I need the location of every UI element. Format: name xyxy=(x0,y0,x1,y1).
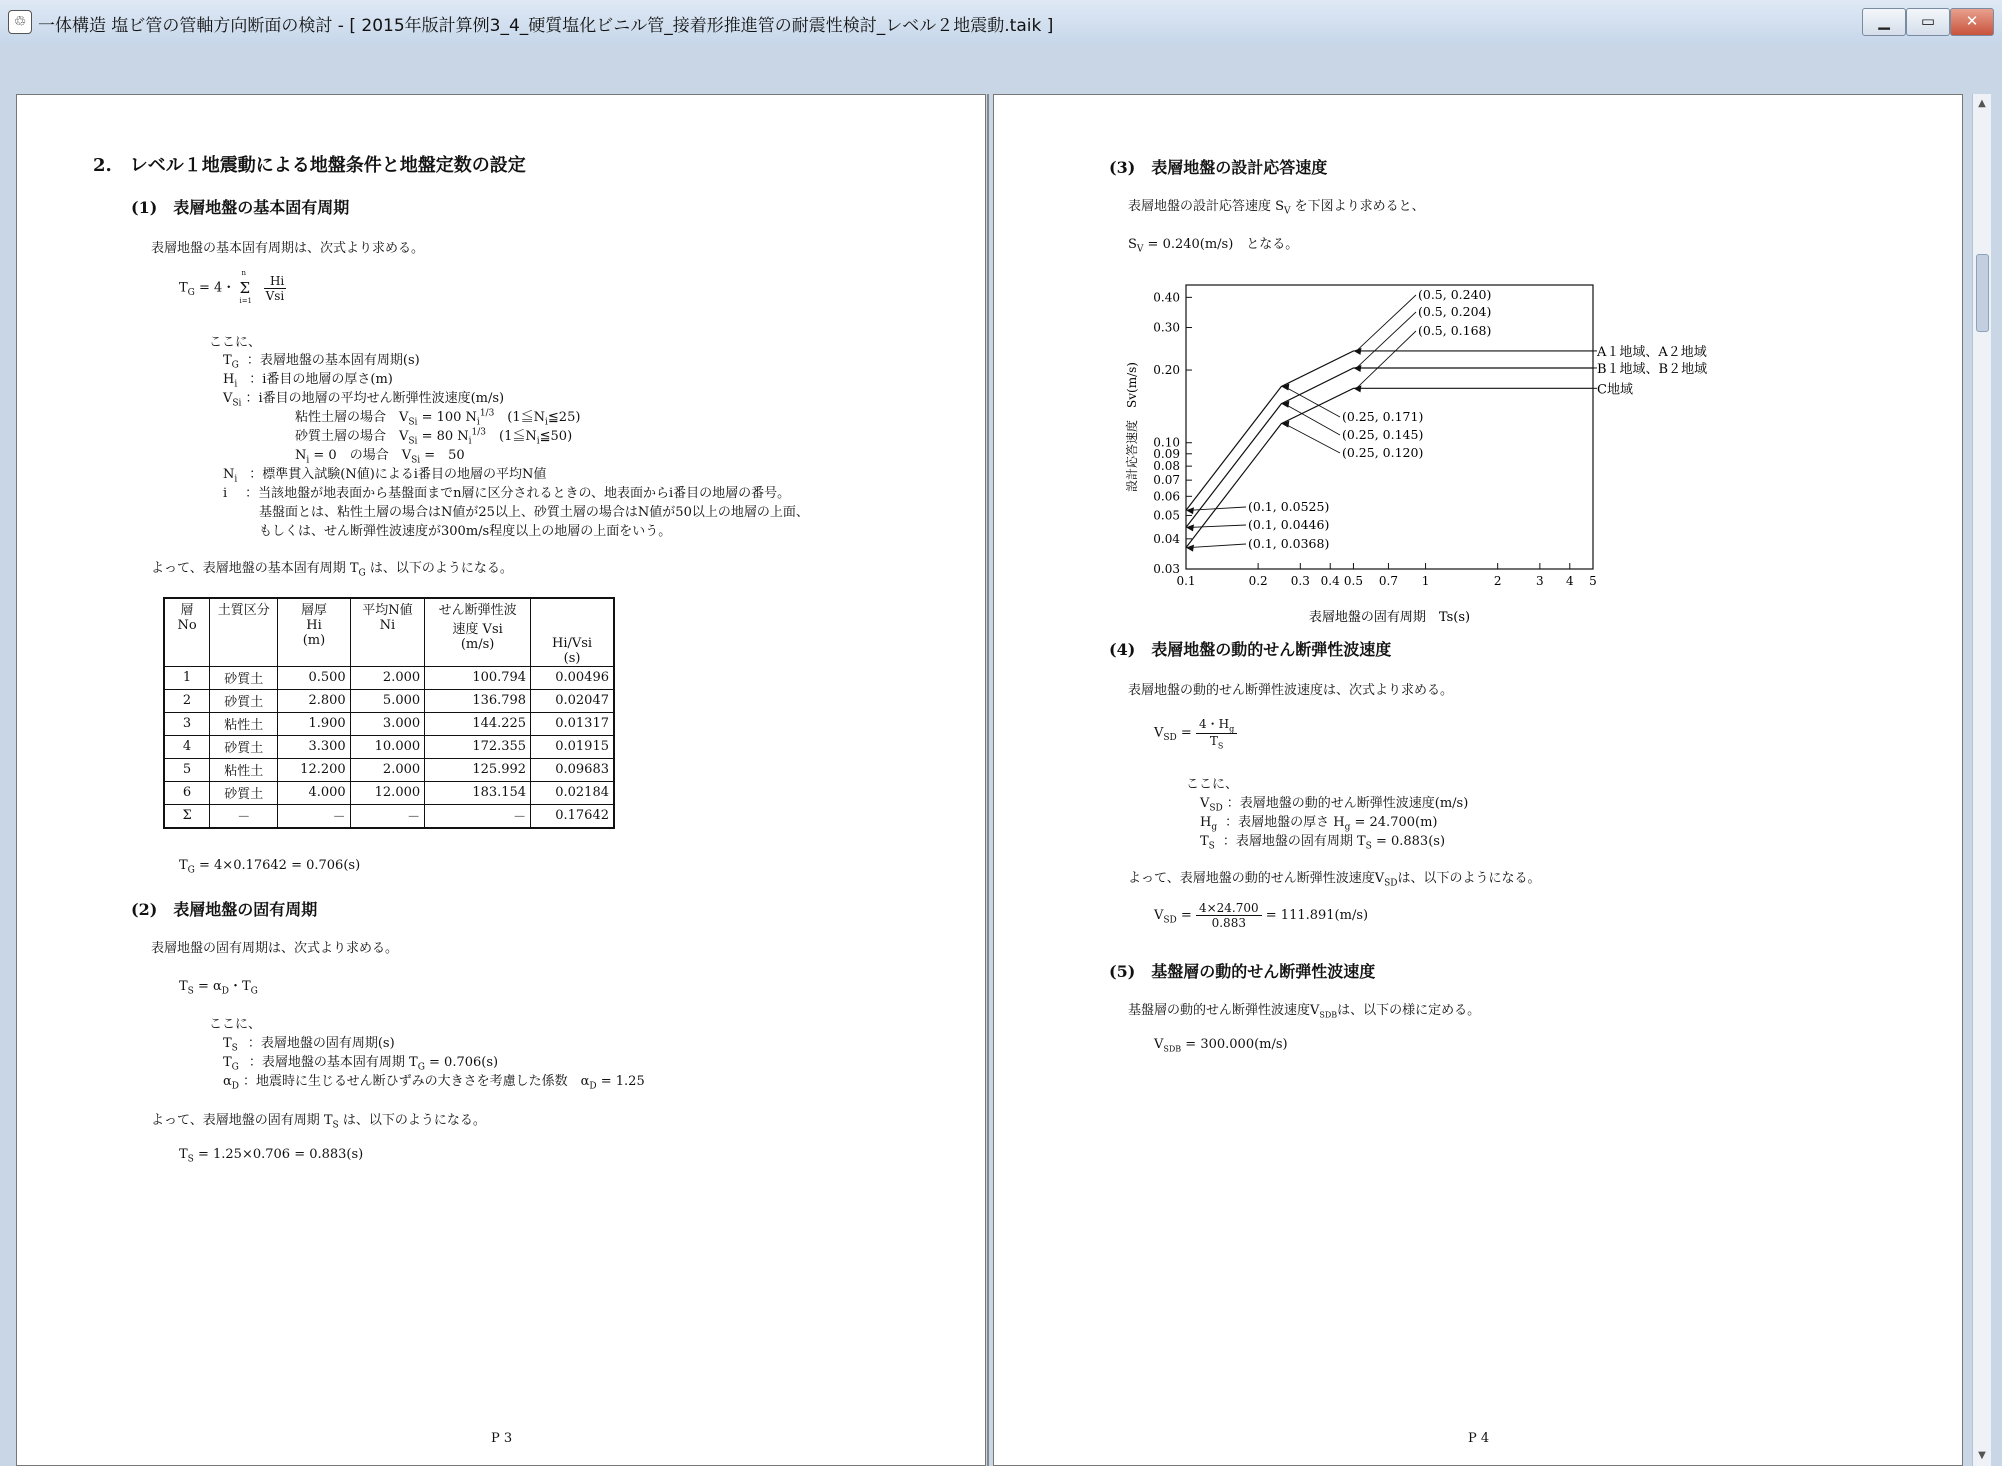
text: 速度 Vsi xyxy=(452,622,503,637)
subscript: V xyxy=(1136,244,1144,255)
arrow-head xyxy=(1353,365,1361,372)
fraction-denominator: 0.883 xyxy=(1211,916,1246,930)
x-tick-label: 0.1 xyxy=(1176,574,1196,588)
sigma-glyph: Σ xyxy=(239,279,251,297)
table-cell-no: 2 xyxy=(164,689,210,712)
text: ≦50) xyxy=(539,429,573,444)
subscript: SD xyxy=(1163,732,1177,743)
table-cell-n: 3.000 xyxy=(350,712,424,735)
superscript: 1/3 xyxy=(479,408,495,419)
text: = 4×0.17642 = 0.706(s) xyxy=(194,858,361,873)
text: = 0.883(s) xyxy=(1371,834,1446,849)
table-cell-h: － xyxy=(278,804,350,828)
text: (1≦N xyxy=(486,429,537,444)
text: = 111.891(m/s) xyxy=(1261,908,1369,923)
section-heading: 2. レベル１地震動による地盤条件と地盤定数の設定 xyxy=(93,155,526,176)
def-symbol: T xyxy=(223,353,232,368)
document-viewer xyxy=(0,44,2002,1461)
fraction-numerator xyxy=(1196,715,1237,734)
text: = 300.000(m/s) xyxy=(1181,1037,1288,1052)
subsection-title: (3) 表層地盤の設計応答速度 xyxy=(1109,158,1328,177)
text: = 24.700(m) xyxy=(1350,815,1438,830)
subscript: SDB xyxy=(1319,1010,1338,1020)
definition-i-line2: 基盤面とは、粘性土層の場合はN値が25以上、砂質土層の場合はN値が50以上の地層の上面、 xyxy=(259,505,809,520)
definition-i xyxy=(223,482,790,501)
paragraph xyxy=(151,1109,486,1131)
vsd-result: $V_{SD}$ = $\frac{4\times 24.700}{0.883}$ = 111.891(m/s) xyxy=(1154,901,1369,930)
text: ≦25) xyxy=(547,410,581,425)
text: T xyxy=(179,1147,188,1162)
tg-result xyxy=(179,858,360,876)
table-cell-v: 144.225 xyxy=(425,712,531,735)
paragraph xyxy=(1128,999,1480,1020)
here-label: ここに、 xyxy=(209,1017,262,1032)
subscript: S xyxy=(1208,841,1215,852)
subsection-title: (1) 表層地盤の基本固有周期 xyxy=(131,198,350,217)
text: α xyxy=(223,1074,232,1089)
text: 層 xyxy=(180,603,194,618)
arrow-head xyxy=(1353,348,1361,355)
annotation-arrow xyxy=(1284,424,1340,453)
text: T xyxy=(179,858,188,873)
text: よって、表層地盤の動的せん断弾性波速度V xyxy=(1128,871,1385,886)
text: N xyxy=(295,448,307,463)
x-tick-label: 0.7 xyxy=(1378,574,1398,588)
x-tick-label: 1 xyxy=(1421,574,1430,588)
y-tick-label: 0.09 xyxy=(1153,446,1180,461)
table-cell-n: 2.000 xyxy=(350,758,424,781)
text: T xyxy=(179,979,188,994)
table-cell-soil: － xyxy=(210,804,278,828)
soil-layer-table xyxy=(163,597,615,829)
table-row xyxy=(164,712,614,735)
table-cell-hv: 0.02047 xyxy=(531,689,614,712)
y-tick-label: 0.08 xyxy=(1153,459,1180,474)
table-cell-soil: 砂質土 xyxy=(210,689,278,712)
text: 平均N値 xyxy=(362,603,413,618)
fraction-numerator: 4×24.700 xyxy=(1196,901,1262,916)
table-cell-hv: 0.00496 xyxy=(531,666,614,689)
subscript: S xyxy=(1217,741,1224,751)
subscript: i xyxy=(545,417,548,428)
y-tick-label: 0.20 xyxy=(1153,363,1180,378)
subscript: i xyxy=(476,417,480,428)
table-cell-hv: 0.02184 xyxy=(531,781,614,804)
ts-result xyxy=(179,1147,363,1165)
y-tick-label: 0.07 xyxy=(1153,473,1180,488)
subscript: Si xyxy=(411,455,421,466)
x-tick-label: 0.4 xyxy=(1320,574,1340,588)
subscript: g xyxy=(1344,822,1351,833)
formula-symbol: T xyxy=(179,280,188,296)
text: = 1.25×0.706 = 0.883(s) xyxy=(193,1147,364,1162)
subscript: V xyxy=(1284,206,1291,217)
subscript: i xyxy=(306,455,310,466)
table-row xyxy=(164,804,614,828)
text: T xyxy=(223,1036,232,1051)
table-cell-v: 136.798 xyxy=(425,689,531,712)
x-tick-label: 4 xyxy=(1565,574,1574,588)
series-label: A１地域、A２地域 xyxy=(1597,344,1707,360)
text: は、以下のようになる。 xyxy=(338,1113,486,1128)
paragraph xyxy=(1128,195,1425,217)
def-text: ：標準貫入試験(N値)によるi番目の地層の平均N値 xyxy=(249,467,547,482)
fraction-denominator xyxy=(1196,734,1237,750)
arrow-head xyxy=(1353,385,1361,392)
text: = 0 の場合 V xyxy=(309,448,412,463)
fraction xyxy=(264,274,287,303)
col-header-ratio xyxy=(531,598,614,666)
subscript: D xyxy=(221,986,229,997)
close-button[interactable]: ✕ xyxy=(1950,8,1994,36)
paragraph xyxy=(151,557,513,579)
subscript: G xyxy=(358,568,366,579)
page-3 xyxy=(16,94,986,1466)
text: は、以下の様に定める。 xyxy=(1337,1003,1481,1018)
sigma-symbol xyxy=(239,269,253,305)
text: H xyxy=(1200,815,1212,830)
y-tick-label: 0.10 xyxy=(1153,435,1180,450)
table-cell-soil: 砂質土 xyxy=(210,666,278,689)
definition-ts xyxy=(1200,830,1445,852)
def-subscript: Si xyxy=(232,398,242,409)
annotation-arrow xyxy=(1189,525,1246,527)
table-cell-soil: 砂質土 xyxy=(210,781,278,804)
text: = 1.25 xyxy=(596,1074,645,1089)
y-tick-label: 0.06 xyxy=(1153,489,1180,504)
col-header-no xyxy=(164,598,210,666)
table-cell-v: 172.355 xyxy=(425,735,531,758)
table-cell-n: 10.000 xyxy=(350,735,424,758)
vsdb-value xyxy=(1154,1037,1288,1054)
sigma-upper: n xyxy=(241,269,246,277)
def-symbol: V xyxy=(223,391,233,406)
text: = 80 N xyxy=(417,429,469,444)
table-cell-v: 100.794 xyxy=(425,666,531,689)
subscript: D xyxy=(589,1081,597,1092)
sv-result xyxy=(1128,233,1298,255)
text: は、以下のようになる。 xyxy=(365,561,513,576)
page-number: P 3 xyxy=(491,1431,513,1446)
subscript: i xyxy=(468,436,472,447)
subsection-title: (2) 表層地盤の固有周期 xyxy=(131,900,318,919)
text: V xyxy=(1154,1037,1164,1052)
text: = 100 N xyxy=(417,410,477,425)
table-cell-no: 6 xyxy=(164,781,210,804)
subscript: S xyxy=(187,986,194,997)
table-cell-n: 12.000 xyxy=(350,781,424,804)
fraction xyxy=(1196,901,1262,930)
text: 表層地盤の設計応答速度 S xyxy=(1128,199,1285,214)
table-cell-n: 5.000 xyxy=(350,689,424,712)
formula-ts xyxy=(179,975,258,997)
subscript: SDB xyxy=(1163,1044,1182,1054)
text: 層厚 xyxy=(300,603,327,618)
text: = 50 xyxy=(420,448,465,463)
text: V xyxy=(1154,908,1164,923)
y-tick-label: 0.04 xyxy=(1153,531,1180,546)
text: (m/s) xyxy=(460,637,495,652)
y-tick-label: 0.40 xyxy=(1153,290,1180,305)
annotation-arrow xyxy=(1356,295,1416,351)
text: ：表層地盤の動的せん断弾性波速度(m/s) xyxy=(1226,796,1469,811)
text: 土質区分 xyxy=(217,603,270,618)
table-cell-n: 2.000 xyxy=(350,666,424,689)
y-axis-label: 設計応答速度 Sv(m/s) xyxy=(1125,362,1139,492)
table-header-row xyxy=(164,598,614,666)
table-cell-hv: 0.01317 xyxy=(531,712,614,735)
fraction xyxy=(1196,715,1237,751)
x-tick-label: 5 xyxy=(1589,574,1597,588)
paragraph: 表層地盤の動的せん断弾性波速度は、次式より求める。 xyxy=(1128,683,1454,698)
text: よって、表層地盤の固有周期 T xyxy=(151,1113,333,1128)
table-cell-h: 2.800 xyxy=(278,689,350,712)
table-row xyxy=(164,758,614,781)
page-divider xyxy=(987,94,989,1466)
annotation-label: (0.1, 0.0525) xyxy=(1248,499,1330,514)
annotation-label: (0.25, 0.120) xyxy=(1342,445,1424,460)
text: ：表層地盤の基本固有周期 T xyxy=(248,1055,418,1070)
y-tick-label: 0.30 xyxy=(1153,320,1180,335)
def-subscript: i xyxy=(234,379,238,390)
definition-i-line3: もしくは、せん断弾性波速度が300m/s程度以上の地層の上面をいう。 xyxy=(259,524,672,539)
scroll-thumb[interactable] xyxy=(1976,254,1989,332)
formula-vsd: $V_{SD}$ = $\frac{4・H_g}{T_S}$ xyxy=(1154,715,1237,751)
def-subscript: G xyxy=(231,360,239,371)
def-text: ：当該地盤が地表面から基盤面までn層に区分されるときの、地表面からi番目の地層の番号。 xyxy=(245,486,791,501)
x-tick-label: 2 xyxy=(1493,574,1502,588)
subscript: G xyxy=(231,1062,239,1073)
page-4 xyxy=(993,94,1963,1466)
subscript: G xyxy=(187,865,195,876)
vertical-scrollbar[interactable] xyxy=(1972,94,1991,1466)
table-cell-hv: 0.17642 xyxy=(531,804,614,828)
definition-alpha xyxy=(223,1070,645,1092)
text: = α xyxy=(193,979,222,994)
annotation-arrow xyxy=(1189,544,1246,548)
superscript: 1/3 xyxy=(471,427,487,438)
col-header-soil xyxy=(210,598,278,666)
text: S xyxy=(1128,237,1137,252)
text: ：表層地盤の厚さ H xyxy=(1225,815,1345,830)
subscript: SD xyxy=(1163,915,1177,926)
text: ：表層地盤の固有周期 T xyxy=(1222,834,1366,849)
subscript: D xyxy=(231,1081,239,1092)
annotation-label: (0.1, 0.0368) xyxy=(1248,536,1330,551)
fraction-denominator: Vsi xyxy=(265,288,285,303)
table-row xyxy=(164,689,614,712)
table-cell-soil: 砂質土 xyxy=(210,735,278,758)
subscript: g xyxy=(1211,822,1218,833)
text: ・T xyxy=(229,979,251,994)
here-label: ここに、 xyxy=(1186,777,1239,792)
series-label: C地域 xyxy=(1597,382,1633,398)
col-header-velocity xyxy=(425,598,531,666)
page-number: P 4 xyxy=(1468,1431,1490,1446)
text: V xyxy=(1200,796,1210,811)
def-symbol: N xyxy=(223,467,235,482)
x-tick-label: 0.3 xyxy=(1290,574,1310,588)
table-cell-h: 3.300 xyxy=(278,735,350,758)
subscript: S xyxy=(332,1120,339,1131)
table-cell-no: 5 xyxy=(164,758,210,781)
y-tick-label: 0.05 xyxy=(1153,508,1180,523)
table-cell-v: 125.992 xyxy=(425,758,531,781)
text: Hi/Vsi xyxy=(551,635,593,651)
table-cell-n: － xyxy=(350,804,424,828)
text: T xyxy=(1209,734,1218,749)
table-row xyxy=(164,735,614,758)
scroll-down-icon[interactable]: ▼ xyxy=(1978,1450,1986,1461)
def-subscript: i xyxy=(234,474,238,485)
text: = 0.240(m/s) となる。 xyxy=(1143,237,1299,252)
table-cell-no: 1 xyxy=(164,666,210,689)
table-cell-no: Σ xyxy=(164,804,210,828)
text: T xyxy=(1200,834,1209,849)
table-cell-h: 12.200 xyxy=(278,758,350,781)
annotation-label: (0.5, 0.168) xyxy=(1418,323,1492,338)
text: せん断弾性波 xyxy=(438,603,517,618)
y-tick-label: 0.03 xyxy=(1153,562,1180,576)
window-title: 一体構造 塩ビ管の管軸方向断面の検討 - [ 2015年版計算例3_4_硬質塩化ビニル管_接着形推進管の耐震性検討_レベル２地震動.taik ] xyxy=(38,16,1054,36)
text: 砂質土層の場合 V xyxy=(295,429,409,444)
x-tick-label: 0.2 xyxy=(1248,574,1268,588)
def-symbol: i xyxy=(223,486,228,501)
table-cell-v: 183.154 xyxy=(425,781,531,804)
annotation-label: (0.5, 0.204) xyxy=(1418,304,1492,319)
x-tick-label: 0.5 xyxy=(1343,574,1363,588)
text: ：表層地盤の固有周期(s) xyxy=(247,1036,395,1051)
text: = 0.706(s) xyxy=(424,1055,499,1070)
x-axis-label: 表層地盤の固有周期 Ts(s) xyxy=(1308,610,1471,625)
text: 4・H xyxy=(1198,717,1230,731)
sigma-lower: i=1 xyxy=(239,297,253,305)
annotation-label: (0.25, 0.145) xyxy=(1342,427,1424,442)
subscript: G xyxy=(250,986,258,997)
scroll-up-icon[interactable]: ▲ xyxy=(1978,98,1986,109)
text: V xyxy=(1154,725,1164,741)
text: Hi xyxy=(306,618,322,633)
subscript: Si xyxy=(408,417,418,428)
formula-tg xyxy=(179,269,286,305)
subscript: Si xyxy=(408,436,418,447)
subscript: i xyxy=(536,436,540,447)
annotation-label: (0.1, 0.0446) xyxy=(1248,517,1330,532)
subsection-title: (5) 基盤層の動的せん断弾性波速度 xyxy=(1109,962,1376,981)
table-cell-soil: 粘性土 xyxy=(210,758,278,781)
paragraph: 表層地盤の固有周期は、次式より求める。 xyxy=(151,941,399,956)
text: (m) xyxy=(302,633,326,648)
annotation-arrow xyxy=(1284,386,1340,417)
table-cell-hv: 0.09683 xyxy=(531,758,614,781)
text: T xyxy=(223,1055,232,1070)
def-text: ：i番目の地層の平均せん断弾性波速度(m/s) xyxy=(245,391,505,406)
text: 粘性土層の場合 V xyxy=(295,410,409,425)
subscript: SD xyxy=(1209,803,1223,814)
table-cell-h: 1.900 xyxy=(278,712,350,735)
text: Ni xyxy=(379,618,396,633)
subscript: S xyxy=(1365,841,1372,852)
table-cell-soil: 粘性土 xyxy=(210,712,278,735)
table-cell-no: 4 xyxy=(164,735,210,758)
subscript: S xyxy=(231,1043,238,1054)
text: は、以下のようになる。 xyxy=(1397,871,1541,886)
text: を下図より求めると、 xyxy=(1290,199,1425,214)
subscript: S xyxy=(187,1154,194,1165)
text: No xyxy=(177,618,197,633)
paragraph xyxy=(1128,867,1541,889)
x-tick-label: 3 xyxy=(1536,574,1544,588)
annotation-label: (0.5, 0.240) xyxy=(1418,287,1492,302)
here-label: ここに、 xyxy=(209,335,262,350)
text: よって、表層地盤の基本固有周期 T xyxy=(151,561,359,576)
text: ：地震時に生じるせん断ひずみの大きさを考慮した係数 α xyxy=(243,1074,590,1089)
def-text: ：表層地盤の基本固有周期(s) xyxy=(246,353,420,368)
col-header-thickness xyxy=(278,598,350,666)
maximize-button[interactable]: ▭ xyxy=(1906,8,1950,36)
annotation-label: (0.25, 0.171) xyxy=(1342,409,1424,424)
text: (s) xyxy=(563,650,581,666)
table-cell-v: － xyxy=(425,804,531,828)
table-cell-h: 0.500 xyxy=(278,666,350,689)
subscript: SD xyxy=(1384,878,1398,889)
series-label: B１地域、B２地域 xyxy=(1597,361,1708,377)
response-velocity-chart xyxy=(1106,265,1726,665)
paragraph: 表層地盤の基本固有周期は、次式より求める。 xyxy=(151,241,425,256)
table-row xyxy=(164,666,614,689)
text: (1≦N xyxy=(494,410,546,425)
table-cell-no: 3 xyxy=(164,712,210,735)
def-symbol: H xyxy=(223,372,235,387)
subscript: G xyxy=(417,1062,425,1073)
formula-subscript: G xyxy=(187,288,195,299)
title-bar xyxy=(0,0,2002,45)
app-icon[interactable]: ♲ xyxy=(8,10,32,34)
formula-text: = 4・ xyxy=(194,280,236,296)
text: 基盤層の動的せん断弾性波速度V xyxy=(1128,1003,1320,1018)
fraction-numerator: Hi xyxy=(264,274,287,289)
def-text: ：i番目の地層の厚さ(m) xyxy=(249,372,393,387)
table-cell-h: 4.000 xyxy=(278,781,350,804)
table-cell-hv: 0.01915 xyxy=(531,735,614,758)
subscript: g xyxy=(1229,724,1235,734)
col-header-n xyxy=(350,598,424,666)
minimize-button[interactable]: ▁ xyxy=(1862,8,1906,36)
subsection-title: (4) 表層地盤の動的せん断弾性波速度 xyxy=(1109,640,1392,659)
table-row xyxy=(164,781,614,804)
